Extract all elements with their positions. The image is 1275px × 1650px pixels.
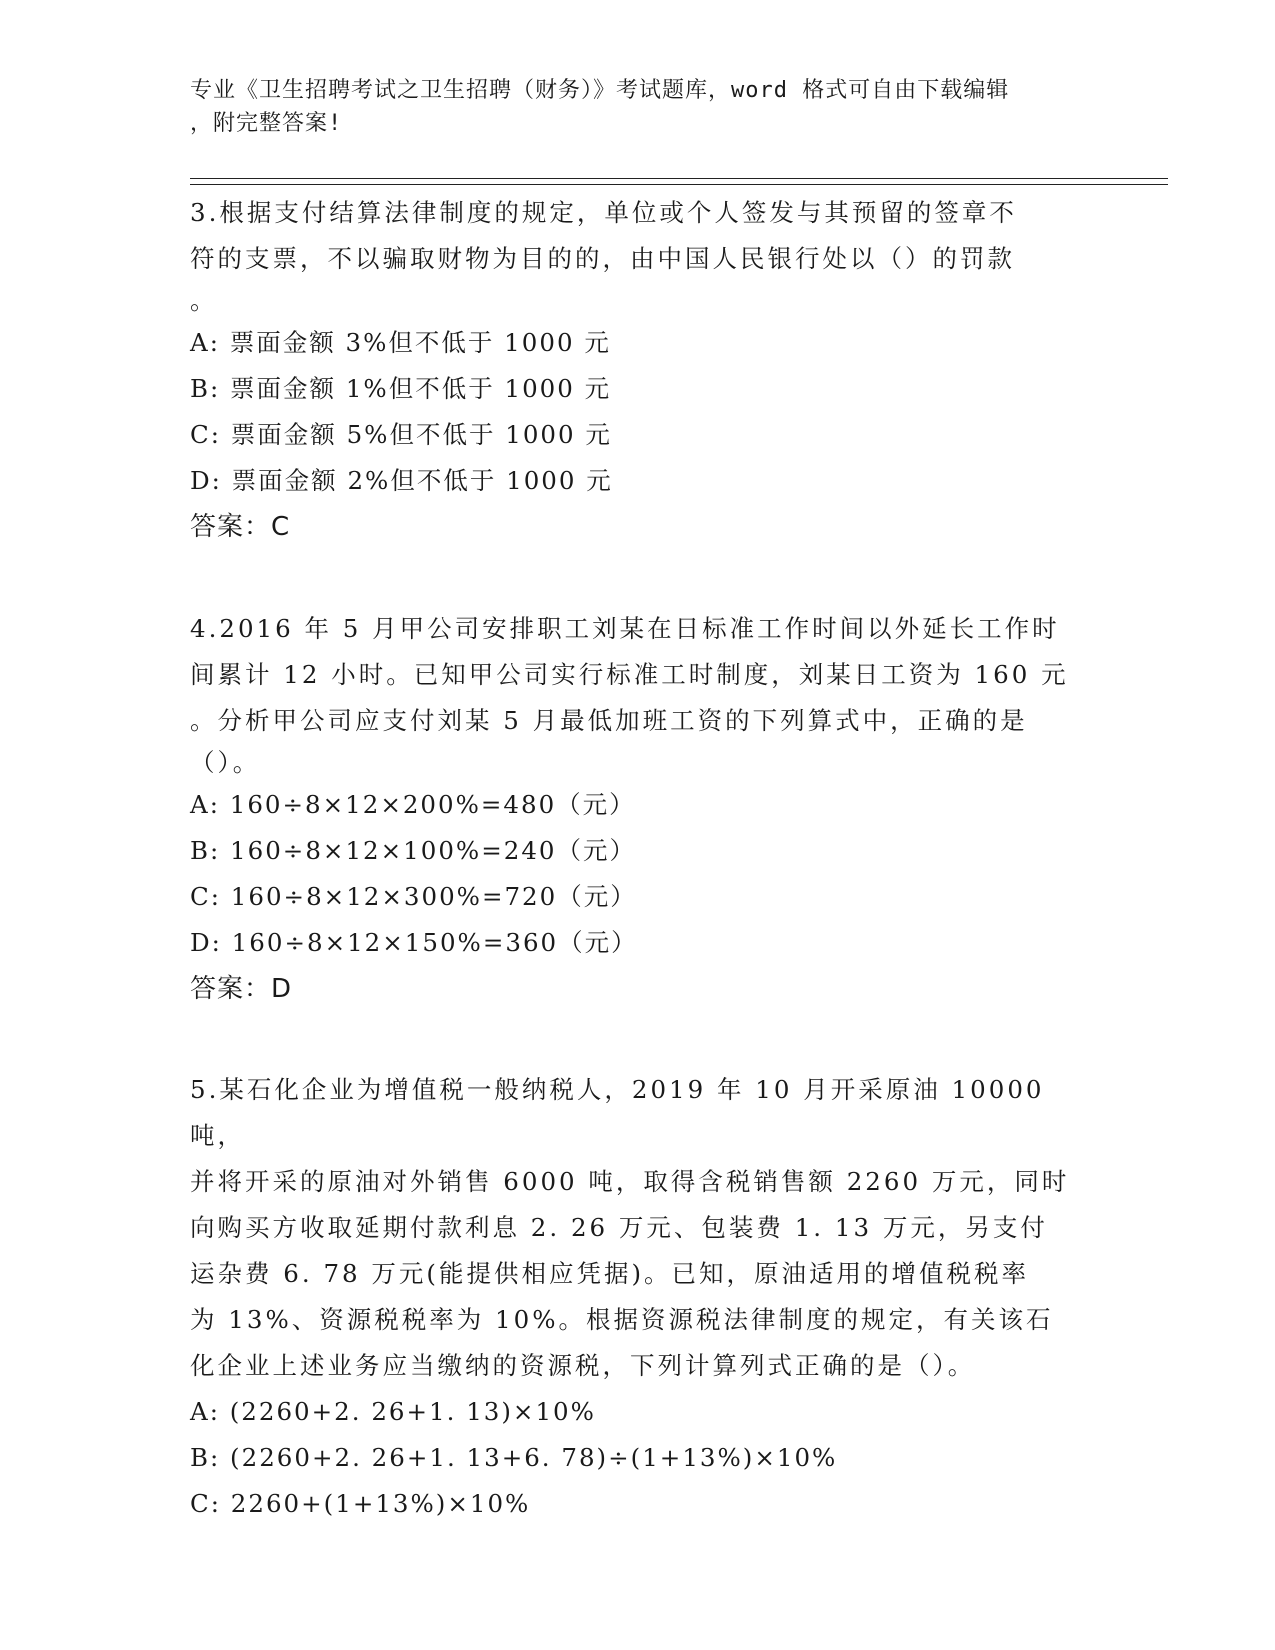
question-text-line: 并将开采的原油对外销售 6000 吨，取得含税销售额 2260 万元，同时 bbox=[190, 1167, 1070, 1196]
option-d: D: 160÷8×12×150%=360（元） bbox=[190, 928, 638, 957]
question-text-line: 符的支票，不以骗取财物为目的的，由中国人民银行处以（）的罚款 bbox=[190, 244, 1015, 273]
header-line-1: 专业《卫生招聘考试之卫生招聘（财务）》考试题库，word 格式可自由下载编辑 bbox=[190, 78, 1010, 103]
question-3 bbox=[190, 190, 1090, 550]
option-c: C: 2260+(1+13%)×10% bbox=[190, 1489, 531, 1518]
option-b: B: 160÷8×12×100%=240（元） bbox=[190, 836, 636, 865]
question-text-line: 4.2016 年 5 月甲公司安排职工刘某在日标准工作时间以外延长工作时 bbox=[190, 614, 1060, 643]
question-text-line: 运杂费 6. 78 万元(能提供相应凭据)。已知，原油适用的增值税税率 bbox=[190, 1259, 1030, 1288]
question-text-line: 为 13%、资源税税率为 10%。根据资源税法律制度的规定，有关该石 bbox=[190, 1305, 1054, 1334]
option-a: A: 票面金额 3%但不低于 1000 元 bbox=[190, 328, 611, 357]
option-a: A: 160÷8×12×200%=480（元） bbox=[190, 790, 636, 819]
question-text-line: 3.根据支付结算法律制度的规定，单位或个人签发与其预留的签章不 bbox=[190, 198, 1017, 227]
answer-line: 答案：D bbox=[190, 974, 293, 1004]
answer-line: 答案：C bbox=[190, 512, 291, 542]
question-text-line: 间累计 12 小时。已知甲公司实行标准工时制度，刘某日工资为 160 元 bbox=[190, 660, 1069, 689]
question-4 bbox=[190, 606, 1090, 1012]
header-divider-bottom bbox=[190, 184, 1168, 185]
option-a: A: (2260+2. 26+1. 13)×10% bbox=[190, 1397, 596, 1426]
option-c: C: 票面金额 5%但不低于 1000 元 bbox=[190, 420, 612, 449]
question-text-line: 化企业上述业务应当缴纳的资源税，下列计算列式正确的是（）。 bbox=[190, 1351, 976, 1380]
option-b: B: 票面金额 1%但不低于 1000 元 bbox=[190, 374, 612, 403]
document-header bbox=[190, 74, 1090, 140]
header-line-2: ，附完整答案! bbox=[190, 111, 343, 136]
question-text-line: 向购买方收取延期付款利息 2. 26 万元、包装费 1. 13 万元，另支付 bbox=[190, 1213, 1048, 1242]
option-b: B: (2260+2. 26+1. 13+6. 78)÷(1+13%)×10% bbox=[190, 1443, 838, 1472]
question-text-line: 5.某石化企业为增值税一般纳税人，2019 年 10 月开采原油 10000 吨， bbox=[190, 1075, 1045, 1150]
header-divider-top bbox=[190, 178, 1168, 179]
question-text-line: 。分析甲公司应支付刘某 5 月最低加班工资的下列算式中，正确的是 bbox=[190, 706, 1028, 735]
option-c: C: 160÷8×12×300%=720（元） bbox=[190, 882, 637, 911]
question-5 bbox=[190, 1067, 1090, 1527]
option-d: D: 票面金额 2%但不低于 1000 元 bbox=[190, 466, 613, 495]
question-text-line: 。 bbox=[190, 286, 218, 315]
question-text-line: （）。 bbox=[190, 748, 261, 777]
